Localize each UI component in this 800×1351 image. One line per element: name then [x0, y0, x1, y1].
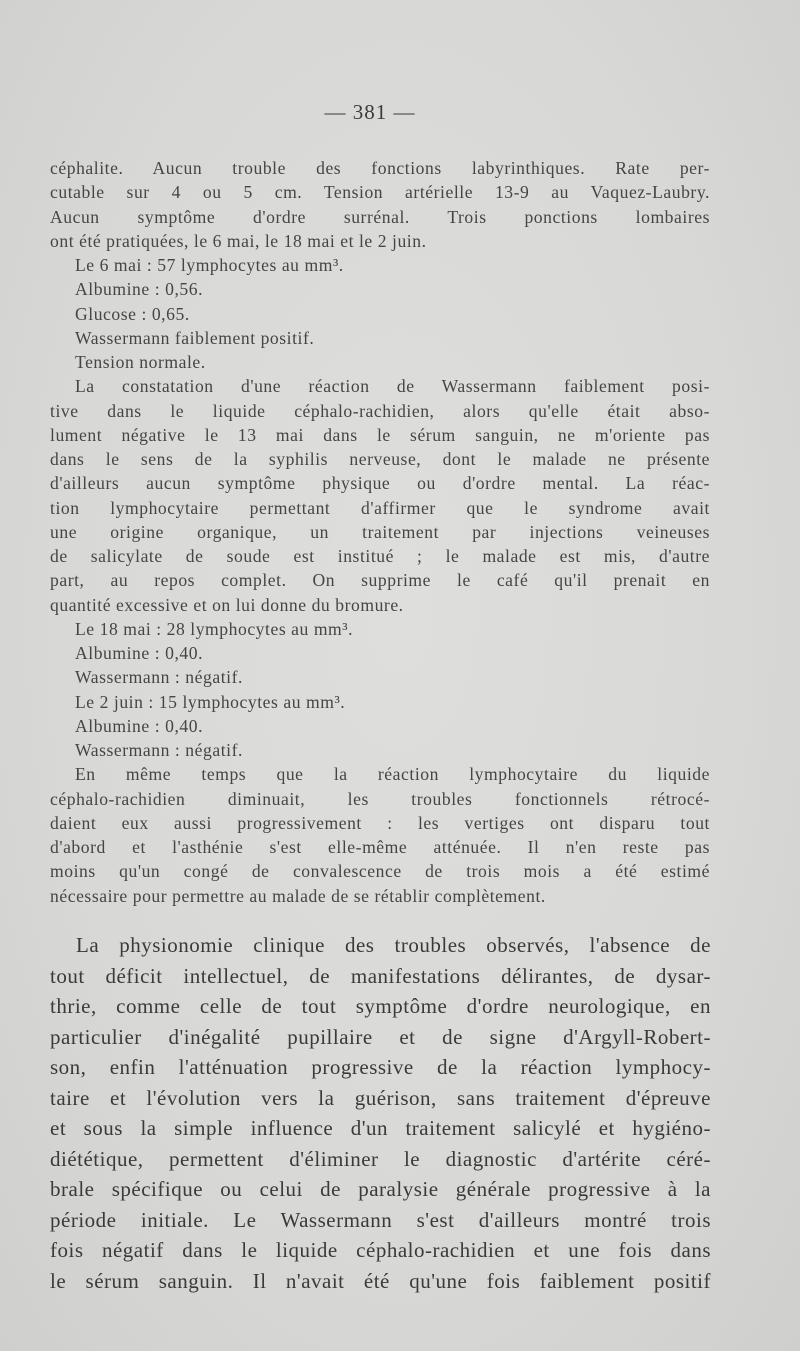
text-line: Albumine : 0,40. — [75, 715, 204, 736]
text-line: thrie, comme celle de tout symptôme d'ordre neurologique, en — [50, 994, 711, 1018]
text-line: une origine organique, un traitement par injections veineuses — [50, 521, 710, 542]
text-line: La constatation d'une réaction de Wassermann faiblement posi- — [75, 376, 710, 397]
text-line: En même temps que la réaction lymphocytaire du liquide — [75, 764, 710, 785]
text-line: part, au repos complet. On supprime le café qu'il prenait en — [50, 570, 710, 591]
text-line: Albumine : 0,40. — [75, 643, 204, 663]
page-number: — 381 — — [324, 100, 416, 124]
text-line: taire et l'évolution vers la guérison, sans traitement d'épreuve — [50, 1085, 711, 1110]
text-line: quantité excessive et on lui donne du bromure. — [50, 594, 404, 615]
text-line: brale spécifique ou celui de paralysie générale progressive à la — [50, 1177, 711, 1201]
text-line: La physionomie clinique des troubles observés, l'absence de — [76, 933, 711, 957]
text-line: céphalo-rachidien diminuait, les troubles fonctionnels rétrocé- — [50, 788, 710, 809]
text-line: dans le sens de la syphilis nerveuse, dont le malade ne présente — [50, 449, 710, 469]
text-line: daient eux aussi progressivement : les vertiges ont disparu tout — [50, 812, 710, 833]
text-line: Tension normale. — [75, 352, 206, 372]
text-line: Le 18 mai : 28 lymphocytes au mm³. — [75, 618, 354, 639]
text-line: Wassermann faiblement positif. — [75, 327, 315, 348]
text-line: Wassermann : négatif. — [75, 740, 243, 760]
text-line: céphalite. Aucun trouble des fonctions labyrinthiques. Rate per- — [50, 158, 710, 178]
text-line: lument négative le 13 mai dans le sérum sanguin, ne m'oriente pas — [50, 424, 710, 445]
text-line: Glucose : 0,65. — [75, 303, 190, 324]
text-line: son, enfin l'atténuation progressive de la réaction lymphocy- — [50, 1055, 711, 1079]
text-line: cutable sur 4 ou 5 cm. Tension artérielle 13-9 au Vaquez-Laubry. — [50, 182, 710, 203]
text-line: tout déficit intellectuel, de manifestations délirantes, de dysar- — [50, 963, 711, 988]
text-line: diététique, permettent d'éliminer le diagnostic d'artérite céré- — [50, 1146, 711, 1171]
text-line: période initiale. Le Wassermann s'est d'ailleurs montré trois — [50, 1207, 711, 1232]
text-line: fois négatif dans le liquide céphalo-rachidien et une fois dans — [50, 1238, 711, 1262]
text-line: Le 2 juin : 15 lymphocytes au mm³. — [75, 691, 346, 712]
text-line: Le 6 mai : 57 lymphocytes au mm³. — [75, 255, 344, 275]
text-line: d'abord et l'asthénie s'est elle-même atténuée. Il n'en reste pas — [50, 837, 710, 857]
text-line: ont été pratiquées, le 6 mai, le 18 mai et le 2 juin. — [50, 230, 427, 251]
discussion-text — [50, 930, 711, 1296]
text-line: d'ailleurs aucun symptôme physique ou d'ordre mental. La réac- — [50, 473, 710, 494]
text-line: de salicylate de soude est institué ; le malade est mis, d'autre — [50, 546, 710, 566]
text-line: le sérum sanguin. Il n'avait été qu'une fois faiblement positif — [50, 1268, 711, 1293]
text-line: tive dans le liquide céphalo-rachidien, alors qu'elle était abso- — [50, 400, 710, 421]
text-line: tion lymphocytaire permettant d'affirmer que le syndrome avait — [50, 497, 710, 518]
text-line: et sous la simple influence d'un traitement salicylé et hygiéno- — [50, 1116, 711, 1140]
text-line: particulier d'inégalité pupillaire et de signe d'Argyll-Robert- — [50, 1024, 711, 1049]
text-line: Albumine : 0,56. — [75, 279, 204, 300]
text-line: moins qu'un congé de convalescence de trois mois a été estimé — [50, 861, 710, 882]
text-line: nécessaire pour permettre au malade de se rétablir complètement. — [50, 885, 546, 906]
case-report-text — [50, 156, 710, 908]
text-line: Wassermann : négatif. — [75, 667, 243, 688]
text-line: Aucun symptôme d'ordre surrénal. Trois ponctions lombaires — [50, 206, 710, 227]
